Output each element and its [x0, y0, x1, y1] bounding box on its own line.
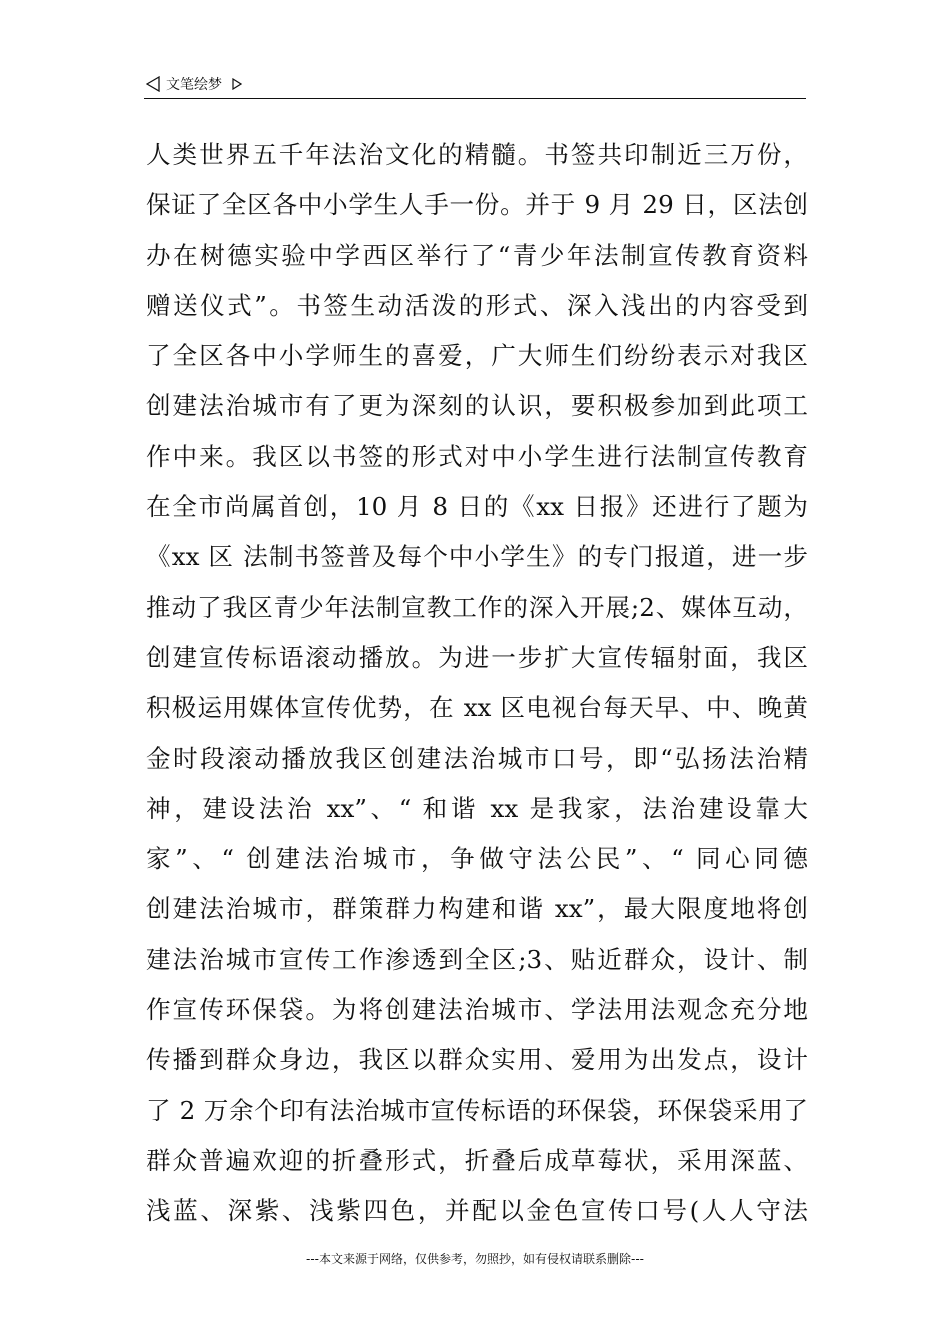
triangle-left-icon: [146, 76, 160, 92]
text-line: 神，建设法治 xx”、“ 和谐 xx 是我家，法治建设靠大: [146, 793, 808, 823]
text-line: 浅蓝、深紫、浅紫四色，并配以金色宣传口号(人人守法: [146, 1196, 808, 1226]
text-line: 金时段滚动播放我区创建法治城市口号，即“弘扬法治精: [146, 743, 808, 773]
text-line: 群众普遍欢迎的折叠形式，折叠后成草莓状，采用深蓝、: [146, 1145, 808, 1175]
text-line: 家”、“ 创建法治城市，争做守法公民”、“ 同心同德: [146, 844, 808, 874]
text-line: 办在树德实验中学西区举行了“青少年法制宣传教育资料: [146, 240, 808, 270]
text-line: 积极运用媒体宣传优势，在 xx 区电视台每天早、中、晚黄: [146, 693, 808, 723]
text-line: 推动了我区青少年法制宣教工作的深入开展;2、媒体互动，: [146, 592, 808, 622]
text-line: 了全区各中小学师生的喜爱，广大师生们纷纷表示对我区: [146, 341, 808, 371]
header-title: 文笔绘梦: [166, 77, 222, 93]
text-line: 传播到群众身边，我区以群众实用、爱用为出发点，设计: [146, 1045, 808, 1075]
text-line: 创建宣传标语滚动播放。为进一步扩大宣传辐射面，我区: [146, 642, 808, 672]
text-line: 作宣传环保袋。为将创建法治城市、学法用法观念充分地: [146, 995, 808, 1025]
text-line: 《xx 区 法制书签普及每个中小学生》的专门报道，进一步: [146, 542, 808, 572]
text-line: 创建法治城市有了更为深刻的认识，要积极参加到此项工: [146, 391, 808, 421]
text-line: 保证了全区各中小学生人手一份。并于 9 月 29 日，区法创: [146, 190, 808, 220]
triangle-right-icon: [232, 78, 242, 90]
page-header: [146, 72, 242, 96]
text-line: 在全市尚属首创，10 月 8 日的《xx 日报》还进行了题为: [146, 492, 808, 522]
document-body: [146, 130, 808, 1237]
text-line: 创建法治城市，群策群力构建和谐 xx”，最大限度地将创: [146, 894, 808, 924]
text-line: 作中来。我区以书签的形式对中小学生进行法制宣传教育: [146, 441, 808, 471]
text-line: 了 2 万余个印有法治城市宣传标语的环保袋，环保袋采用了: [146, 1095, 808, 1125]
text-line: 建法治城市宣传工作渗透到全区;3、贴近群众，设计、制: [146, 944, 808, 974]
footer-disclaimer: ---本文来源于网络，仅供参考，勿照抄，如有侵权请联系删除---: [306, 1252, 644, 1266]
text-line: 人类世界五千年法治文化的精髓。书签共印制近三万份，: [146, 140, 808, 169]
text-line: 赠送仪式”。书签生动活泼的形式、深入浅出的内容受到: [146, 290, 808, 320]
header-divider: [144, 98, 806, 99]
